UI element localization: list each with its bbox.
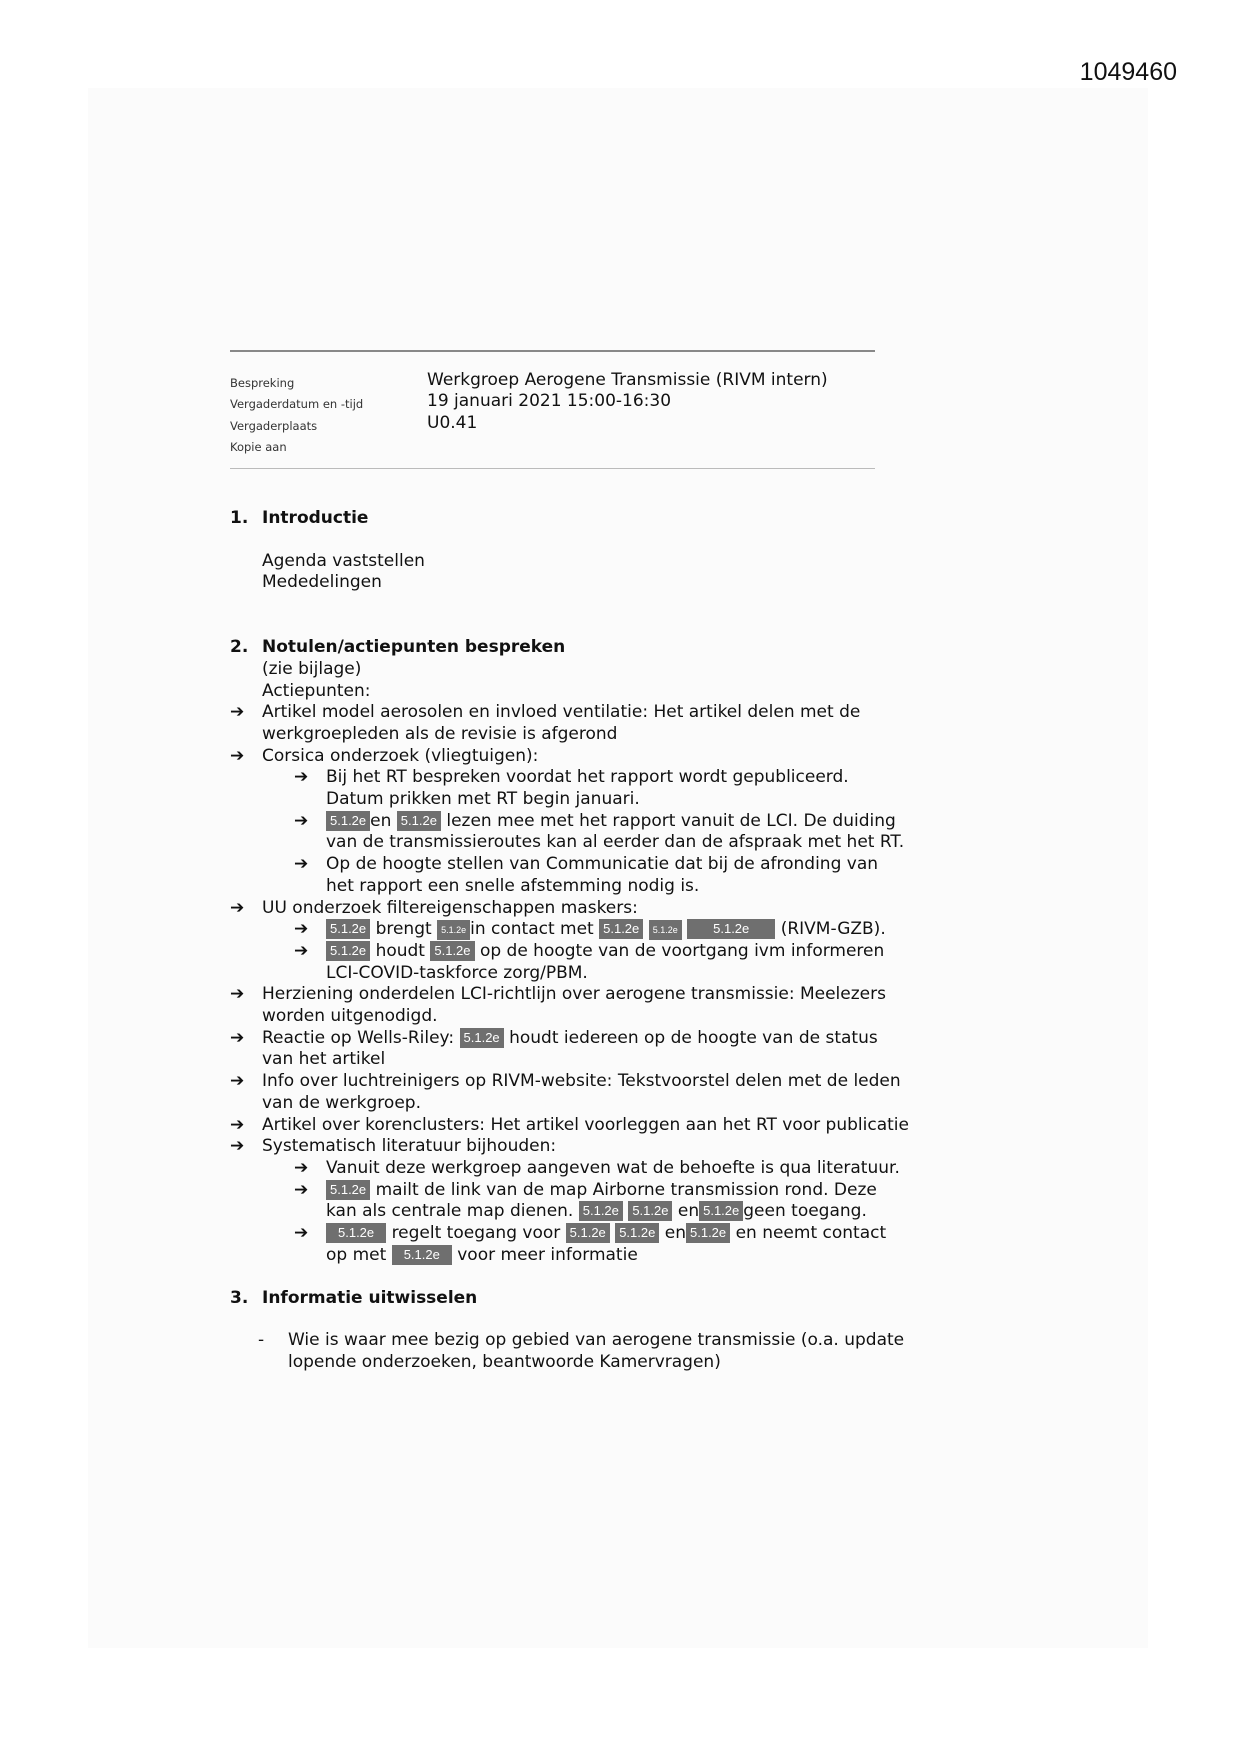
sub-action-item: ➔ 5.1.2e regelt toegang voor 5.1.2e 5.1.2e en 5.1.2e en neemt contact op met 5.1.2e voor meer informatie <box>294 1223 887 1265</box>
redaction-box: 5.1.2e <box>686 1223 730 1243</box>
arrow-icon: ➔ <box>230 984 245 1005</box>
redaction-box: 5.1.2e <box>326 919 370 939</box>
arrow-icon: ➔ <box>294 1179 309 1200</box>
document-number: 1049460 <box>1079 58 1177 86</box>
redaction-box: 5.1.2e <box>699 1201 743 1221</box>
arrow-icon: ➔ <box>294 919 309 940</box>
meta-label: Vergaderplaats <box>230 418 318 433</box>
arrow-icon: ➔ <box>230 897 245 918</box>
meta-value: 19 januari 2021 15:00-16:30 <box>427 391 672 411</box>
meta-label: Bespreking <box>230 375 295 390</box>
redaction-box: 5.1.2e <box>397 811 441 831</box>
list-item: Agenda vaststellen <box>262 550 425 571</box>
meta-label: Kopie aan <box>230 440 287 454</box>
arrow-icon: ➔ <box>294 940 309 961</box>
arrow-icon: ➔ <box>230 1071 245 1092</box>
meta-value: U0.41 <box>427 412 478 433</box>
action-item: ➔ Corsica onderzoek (vliegtuigen): <box>230 745 539 766</box>
redaction-box: 5.1.2e <box>579 1201 623 1221</box>
section-heading: 3. Informatie uitwisselen <box>230 1287 478 1308</box>
arrow-icon: ➔ <box>294 1223 309 1244</box>
meta-value: Werkgroep Aerogene Transmissie (RIVM intern) <box>427 369 828 390</box>
action-item: ➔ Systematisch literatuur bijhouden: <box>230 1136 557 1157</box>
sub-action-item: ➔ 5.1.2e en 5.1.2e lezen mee met het rapport vanuit de LCI. De duiding van de transmissieroutes kan al eerder dan de afspraak met het RT. <box>294 810 905 853</box>
arrow-icon: ➔ <box>294 810 309 831</box>
action-item: ➔ UU onderzoek filtereigenschappen maskers: <box>230 897 638 918</box>
redaction-box: 5.1.2e <box>326 941 370 961</box>
note-text: (zie bijlage) <box>262 658 362 679</box>
redaction-box: 5.1.2e <box>649 920 682 940</box>
list-item: Mededelingen <box>262 572 382 593</box>
meta-label: Vergaderdatum en -tijd <box>230 397 364 411</box>
action-item: ➔ Herziening onderdelen LCI-richtlijn over aerogene transmissie: Meelezers worden uitgenodigd. <box>230 984 886 1027</box>
redaction-box: 5.1.2e <box>437 920 470 940</box>
redaction-box: 5.1.2e <box>460 1028 504 1048</box>
redaction-box: 5.1.2e <box>326 811 370 831</box>
section-heading: 2. Notulen/actiepunten bespreken <box>230 637 566 658</box>
sub-action-item: ➔ Op de hoogte stellen van Communicatie dat bij de afronding van het rapport een snelle afstemming nodig is. <box>294 854 879 896</box>
sub-action-item: ➔ Vanuit deze werkgroep aangeven wat de behoefte is qua literatuur. <box>294 1157 900 1178</box>
sub-action-item: ➔ 5.1.2e brengt 5.1.2e in contact met 5.1.2e 5.1.2e 5.1.2e (RIVM-GZB). <box>294 919 886 940</box>
arrow-icon: ➔ <box>294 767 309 788</box>
redaction-box: 5.1.2e <box>566 1223 610 1243</box>
arrow-icon: ➔ <box>230 1114 245 1135</box>
divider-top <box>230 350 875 352</box>
meeting-meta <box>230 368 828 454</box>
redaction-box: 5.1.2e <box>392 1245 452 1265</box>
arrow-icon: ➔ <box>230 745 245 766</box>
redaction-box: 5.1.2e <box>628 1201 672 1221</box>
arrow-icon: ➔ <box>294 854 309 875</box>
action-item: ➔ Artikel model aerosolen en invloed ventilatie: Het artikel delen met de werkgroepleden als de revisie is afgerond <box>230 702 861 744</box>
redaction-box: 5.1.2e <box>430 941 474 961</box>
redaction-box: 5.1.2e <box>615 1223 659 1243</box>
divider-bottom <box>230 468 875 469</box>
sub-action-item: ➔ 5.1.2e houdt 5.1.2e op de hoogte van de voortgang ivm informeren LCI-COVID-taskforce zorg/PBM. <box>294 940 885 983</box>
redaction-box: 5.1.2e <box>599 919 643 939</box>
sub-action-item: ➔ Bij het RT bespreken voordat het rapport wordt gepubliceerd. Datum prikken met RT begin januari. <box>294 767 849 810</box>
arrow-icon: ➔ <box>294 1157 309 1178</box>
sub-action-item: ➔ 5.1.2e mailt de link van de map Airborne transmission rond. Deze kan als centrale map dienen. 5.1.2e 5.1.2e en 5.1.2e geen toegang. <box>294 1179 877 1222</box>
redaction-box: 5.1.2e <box>326 1223 386 1243</box>
action-item: ➔ Reactie op Wells-Riley: 5.1.2e houdt iedereen op de hoogte van de status van het artikel <box>230 1027 878 1070</box>
arrow-icon: ➔ <box>230 1027 245 1048</box>
agenda-content <box>230 508 910 1374</box>
list-item: - Wie is waar mee bezig op gebied van aerogene transmissie (o.a. update lopende onderzoeken, beantwoorde Kamervragen) <box>258 1330 905 1372</box>
arrow-icon: ➔ <box>230 1136 245 1157</box>
redaction-box: 5.1.2e <box>326 1180 370 1200</box>
note-text: Actiepunten: <box>262 680 371 701</box>
arrow-icon: ➔ <box>230 702 245 723</box>
redaction-box: 5.1.2e <box>687 919 775 939</box>
action-item: ➔ Info over luchtreinigers op RIVM-website: Tekstvoorstel delen met de leden van de werkgroep. <box>230 1071 901 1113</box>
section-heading: 1. Introductie <box>230 508 369 528</box>
action-item: ➔ Artikel over korenclusters: Het artikel voorleggen aan het RT voor publicatie <box>230 1114 909 1135</box>
